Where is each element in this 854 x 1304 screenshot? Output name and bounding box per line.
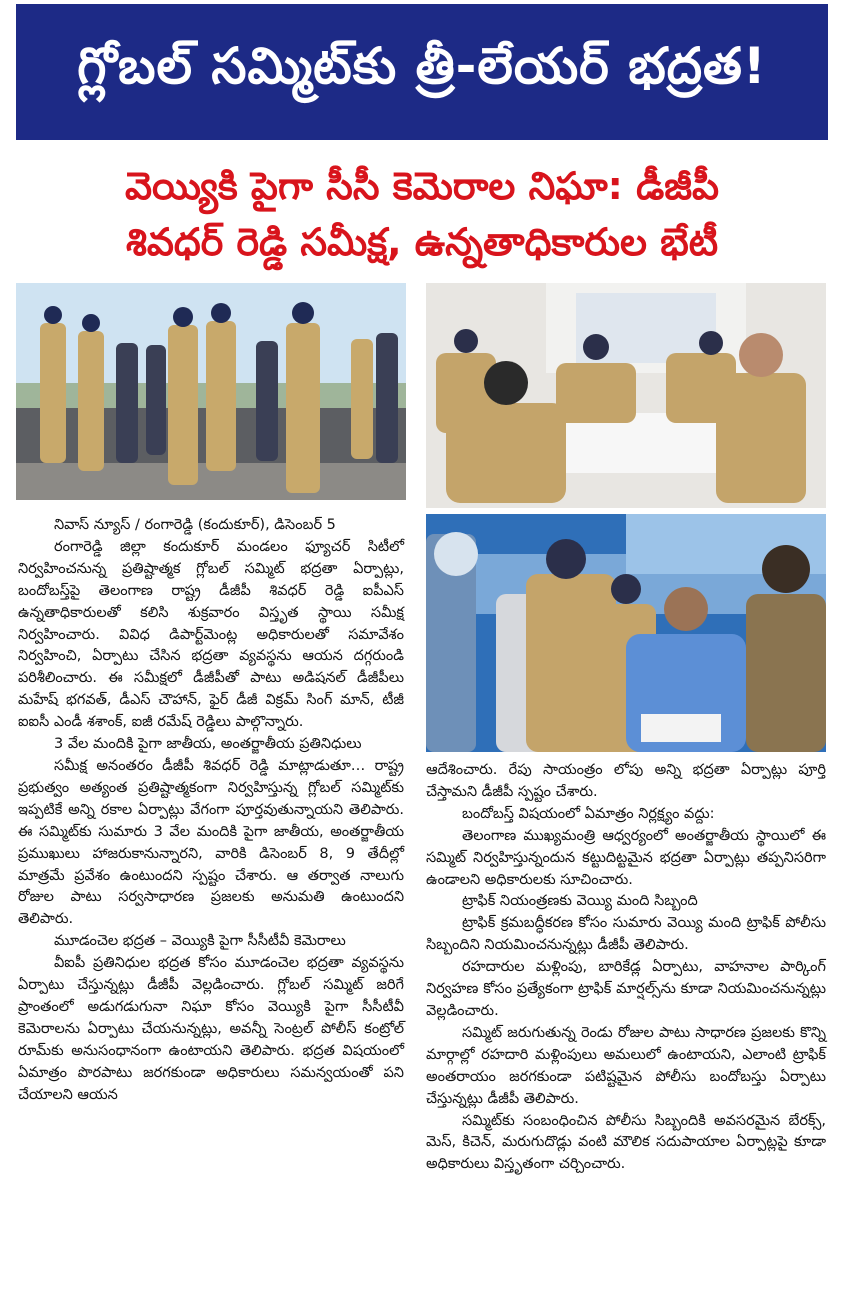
left-paragraph-3: వీఐపీ ప్రతినిధుల భద్రత కోసం మూడంచెల భద్రతా వ్యవస్థను ఏర్పాటు చేస్తున్నట్లు డీజీపీ వెల్లడించారు. గ్లోబల్ సమ్మిట్ జరిగే ప్రాంతంలో అడుగడుగునా నిఘా కోసం వెయ్యికి పైగా సీసీటీవీ కెమెరాలను ఏర్పాటు చేయనున్నట్లు, అవన్నీ సెంట్రల్ పోలీస్ కంట్రోల్ రూమ్‌కు అనుసంధానంగా ఉంటాయని తెలిపారు. భద్రత విషయంలో ఏమాత్రం పొరపాటు జరగకుండా అధికారులు సమన్వయంతో పని చేయాలని ఆయన — [18, 955, 404, 1103]
dateline: నివాస్ న్యూస్ / రంగారెడ్డి (కందుకూర్), డిసెంబర్ 5 — [54, 517, 336, 533]
right-paragraph-2: ట్రాఫిక్ క్రమబద్ధీకరణ కోసం సుమారు వెయ్యి మంది ట్రాఫిక్ పోలీసు సిబ్బందిని నియమించనున్నట్లు డీజీపీ తెలిపారు. — [426, 915, 826, 954]
left-subheading-2: మూడంచెల భద్రత – వెయ్యికి పైగా సీసీటీవీ కెమెరాలు — [54, 933, 346, 950]
headline: గ్లోబల్ సమ్మిట్‌కు త్రీ-లేయర్ భద్రత! — [77, 36, 767, 95]
right-paragraph-3: రహదారుల మళ్లింపు, బారికేడ్ల ఏర్పాటు, వాహనాల పార్కింగ్ నిర్వహణ కోసం ప్రత్యేకంగా ట్రాఫిక్ మార్షల్స్‌ను కూడా నియమించనున్నట్లు వెల్లడించారు. — [426, 959, 826, 1019]
right-subheading-1: బందోబస్త్ విషయంలో ఏమాత్రం నిర్లక్ష్యం వద్దు: — [462, 805, 715, 822]
right-paragraph-1: తెలంగాణ ముఖ్యమంత్రి ఆధ్వర్యంలో అంతర్జాతీయ స్థాయిలో ఈ సమ్మిట్ నిర్వహిస్తున్నందున కట్టుదిట్టమైన భద్రతా ఏర్పాట్లు తప్పనిసరిగా ఉండాలని అధికారులకు సూచించారు. — [426, 827, 826, 888]
left-subheading-1: 3 వేల మందికి పైగా జాతీయ, అంతర్జాతీయ ప్రతినిధులు — [54, 736, 362, 753]
right-paragraph-5: సమ్మిట్‌కు సంబంధించిన పోలీసు సిబ్బందికి అవసరమైన బేరక్స్, మెస్, కిచెన్, మరుగుదొడ్లు వంటి మౌలిక సదుపాయాల ఏర్పాట్లపై కూడా అధికారులు విస్తృతంగా చర్చించారు. — [426, 1112, 826, 1173]
right-paragraph-0: ఆదేశించారు. రేపు సాయంత్రం లోపు అన్ని భద్రతా ఏర్పాట్లు పూర్తి చేస్తామని డీజీపీ స్పష్టం చేశారు. — [426, 762, 826, 800]
subheadline-line-1: వెయ్యికి పైగా సీసీ కెమెరాల నిఘా: డీజీపీ — [124, 164, 719, 208]
right-column — [426, 760, 826, 1176]
photo-officials-discussion — [426, 514, 826, 752]
left-paragraph-2: సమీక్ష అనంతరం డీజీపీ శివధర్ రెడ్డి మాట్లాడుతూ… రాష్ట్ర ప్రభుత్వం అత్యంత ప్రతిష్టాత్మకంగా నిర్వహిస్తున్న గ్లోబల్ సమ్మిట్‌కు ఇప్పటికే అన్ని రకాల ఏర్పాట్లు వేగంగా పూర్తవుతున్నాయని తెలిపారు. ఈ సమ్మిట్‌కు సుమారు 3 వేల మందికి పైగా జాతీయ, అంతర్జాతీయ ప్రముఖులు హాజరుకానున్నారని, వారికి డిసెంబర్ 8, 9 తేదీల్లో మాత్రమే ప్రవేశం ఉంటుందని స్పష్టం చేశారు. ఆ తర్వాత నాలుగు రోజుల పాటు సర్వసాధారణ ప్రజలకు అనుమతి ఉంటుందని తెలిపారు. — [18, 757, 404, 928]
subheadline-line-2: శివధర్ రెడ్డి సమీక్ష, ఉన్నతాధికారుల భేటీ — [125, 220, 719, 264]
left-column — [18, 515, 404, 1106]
photo-review-meeting — [426, 283, 826, 508]
headline-banner — [16, 4, 828, 140]
right-paragraph-4: సమ్మిట్ జరుగుతున్న రెండు రోజుల పాటు సాధారణ ప్రజలకు కొన్ని మార్గాల్లో రహదారి మళ్లింపులు అమలులో ఉంటాయని, ఎలాంటి ట్రాఫిక్ అంతరాయం జరగకుండా పటిష్టమైన పోలీసు బందోబస్తు ఏర్పాటు చేస్తున్నట్లు డీజీపీ తెలిపారు. — [426, 1024, 826, 1107]
right-subheading-2: ట్రాఫిక్ నియంత్రణకు వెయ్యి మంది సిబ్బంది — [462, 893, 698, 910]
left-paragraph-1: రంగారెడ్డి జిల్లా కందుకూర్ మండలం ఫ్యూచర్ సిటీలో నిర్వహించనున్న ప్రతిష్టాత్మక గ్లోబల్ సమ్మిట్ భద్రతా ఏర్పాట్లు, బందోబస్త్‌పై తెలంగాణ రాష్ట్ర డీజీపీ శివధర్ రెడ్డి ఐపీఎస్ ఉన్నతాధికారులతో కలిసి శుక్రవారం విస్తృత స్థాయి సమీక్ష నిర్వహించారు. వివిధ డిపార్ట్‌మెంట్ల అధికారులతో సమావేశం నిర్వహించి, ఏర్పాటు చేసిన భద్రతా వ్యవస్థను ఆయన దగ్గరుండి పరిశీలించారు. ఈ సమీక్షలో డీజీపీతో పాటు అడిషనల్ డీజీపీలు మహేష్ భగవత్, డీఎస్ చౌహాన్, ఫైర్ డీజీ విక్రమ్ సింగ్ మాన్, టీజీ ఐఐసీ ఎండీ శశాంక్, ఐజీ రమేష్ రెడ్డిలు పాల్గొన్నారు. — [18, 538, 404, 731]
photo-site-inspection — [16, 283, 406, 500]
